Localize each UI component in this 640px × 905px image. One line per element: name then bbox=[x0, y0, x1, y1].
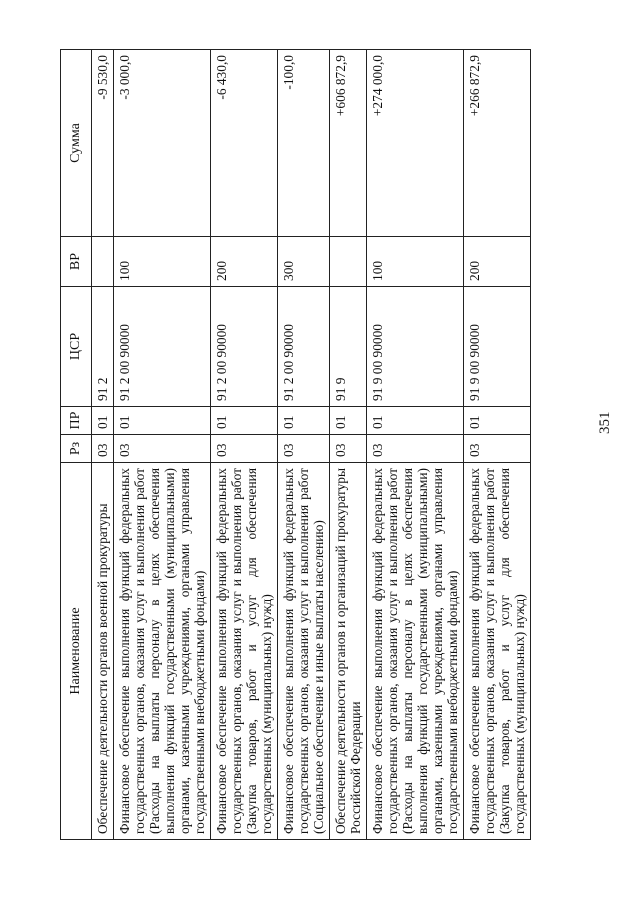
row-rz: 03 bbox=[277, 435, 329, 463]
row-vr: 100 bbox=[113, 237, 210, 287]
row-csr: 91 2 bbox=[91, 287, 113, 407]
header-pr: ПР bbox=[61, 407, 92, 435]
header-vr: ВР bbox=[61, 237, 92, 287]
row-sum: +606 872,9 bbox=[329, 50, 366, 237]
table-row bbox=[329, 50, 366, 840]
table-row bbox=[210, 50, 277, 840]
row-sum: +266 872,9 bbox=[463, 50, 530, 237]
row-vr: 200 bbox=[210, 237, 277, 287]
table-row bbox=[113, 50, 210, 840]
row-pr: 01 bbox=[329, 407, 366, 435]
header-csr: ЦСР bbox=[61, 287, 92, 407]
row-sum: +274 000,0 bbox=[366, 50, 463, 237]
row-vr bbox=[329, 237, 366, 287]
row-rz: 03 bbox=[113, 435, 210, 463]
row-pr: 01 bbox=[91, 407, 113, 435]
table-header-row bbox=[61, 50, 92, 840]
row-pr: 01 bbox=[366, 407, 463, 435]
row-csr: 91 9 00 90000 bbox=[463, 287, 530, 407]
row-csr: 91 9 00 90000 bbox=[366, 287, 463, 407]
row-sum: -100,0 bbox=[277, 50, 329, 237]
table-row bbox=[277, 50, 329, 840]
row-name: Обеспечение деятельности органов и организаций прокуратуры Российской Федерации bbox=[329, 463, 366, 840]
row-vr: 100 bbox=[366, 237, 463, 287]
row-pr: 01 bbox=[113, 407, 210, 435]
row-pr: 01 bbox=[210, 407, 277, 435]
row-pr: 01 bbox=[277, 407, 329, 435]
row-name: Финансовое обеспечение выполнения функций федеральных государственных органов, оказания услуг и выполнения работ (Расходы на выплаты персоналу в целях обеспечения выполнения функций государственными (муниципальными) органами, казенными учреждениями, органами управления государственными внебюджетными фондами) bbox=[366, 463, 463, 840]
page-number: 351 bbox=[597, 411, 613, 434]
row-vr: 200 bbox=[463, 237, 530, 287]
row-name: Финансовое обеспечение выполнения функций федеральных государственных органов, оказания услуг и выполнения работ (Социальное обеспечение и иные выплаты населению) bbox=[277, 463, 329, 840]
header-rz: Рз bbox=[61, 435, 92, 463]
row-sum: -6 430,0 bbox=[210, 50, 277, 237]
table-row bbox=[463, 50, 530, 840]
budget-table bbox=[60, 49, 531, 840]
row-name: Обеспечение деятельности органов военной прокуратуры bbox=[91, 463, 113, 840]
header-name: Наименование bbox=[61, 463, 92, 840]
row-vr bbox=[91, 237, 113, 287]
row-rz: 03 bbox=[329, 435, 366, 463]
row-name: Финансовое обеспечение выполнения функций федеральных государственных органов, оказания услуг и выполнения работ (Закупка товаров, работ и услуг для обеспечения государственных (муниципальных) нужд) bbox=[210, 463, 277, 840]
row-vr: 300 bbox=[277, 237, 329, 287]
rotated-page bbox=[60, 50, 590, 840]
row-rz: 03 bbox=[91, 435, 113, 463]
row-rz: 03 bbox=[463, 435, 530, 463]
row-csr: 91 2 00 90000 bbox=[277, 287, 329, 407]
row-csr: 91 9 bbox=[329, 287, 366, 407]
row-name: Финансовое обеспечение выполнения функций федеральных государственных органов, оказания услуг и выполнения работ (Закупка товаров, работ и услуг для обеспечения государственных (муниципальных) нужд) bbox=[463, 463, 530, 840]
row-rz: 03 bbox=[366, 435, 463, 463]
row-rz: 03 bbox=[210, 435, 277, 463]
row-csr: 91 2 00 90000 bbox=[210, 287, 277, 407]
table-row bbox=[91, 50, 113, 840]
row-sum: -3 000,0 bbox=[113, 50, 210, 237]
row-name: Финансовое обеспечение выполнения функций федеральных государственных органов, оказания услуг и выполнения работ (Расходы на выплаты персоналу в целях обеспечения выполнения функций государственными (муниципальными) органами, казенными учреждениями, органами управления государственными внебюджетными фондами) bbox=[113, 463, 210, 840]
row-pr: 01 bbox=[463, 407, 530, 435]
header-sum: Сумма bbox=[61, 50, 92, 237]
table-row bbox=[366, 50, 463, 840]
row-sum: -9 530,0 bbox=[91, 50, 113, 237]
row-csr: 91 2 00 90000 bbox=[113, 287, 210, 407]
